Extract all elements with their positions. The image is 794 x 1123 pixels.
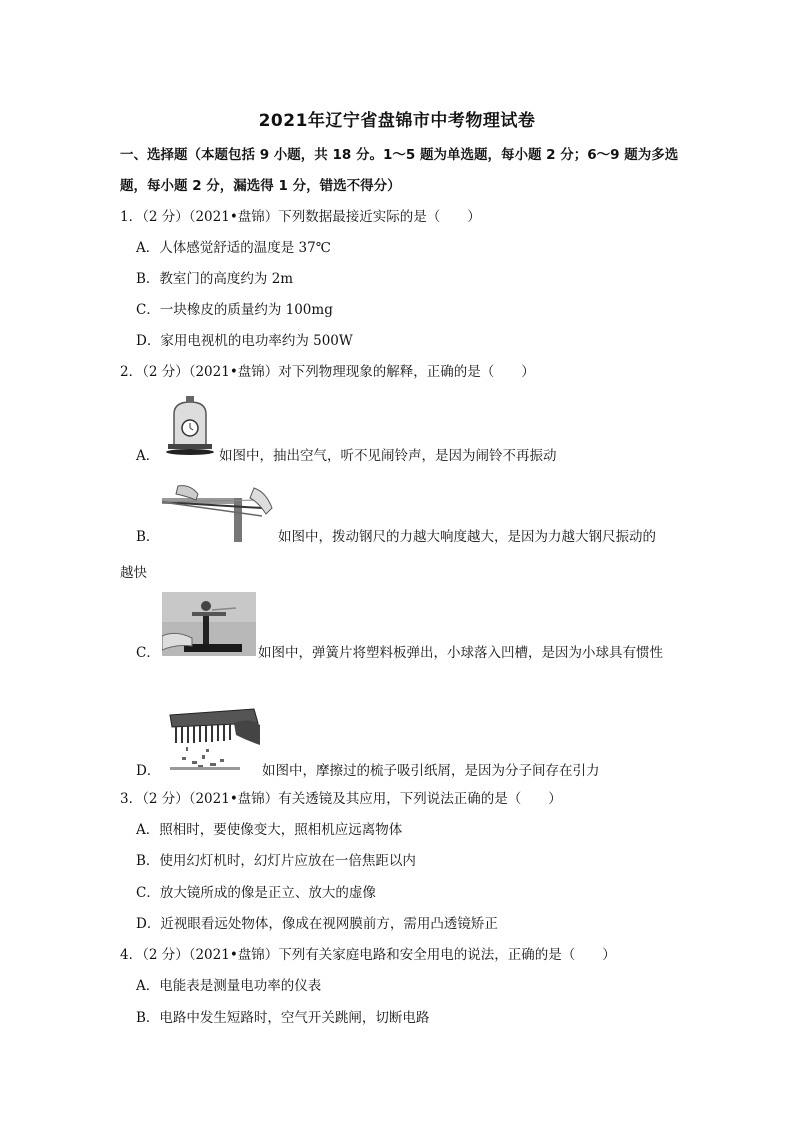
- question-3-option-a: A．照相时，要使像变大，照相机应远离物体: [136, 822, 403, 838]
- bell-jar-figure: [162, 394, 218, 458]
- question-2-option-d-text: 如图中，摩擦过的梳子吸引纸屑，是因为分子间存在引力: [262, 763, 600, 779]
- question-3-option-d: D．近视眼看远处物体，像成在视网膜前方，需用凸透镜矫正: [136, 916, 498, 932]
- inertia-apparatus-figure: [162, 592, 256, 656]
- question-2-option-a-letter: A．: [136, 448, 160, 464]
- question-3-option-c: C．放大镜所成的像是正立、放大的虚像: [136, 885, 376, 901]
- steel-ruler-figure: [162, 478, 276, 542]
- question-2-stem: 2．（2 分）（2021•盘锦）对下列物理现象的解释，正确的是（ ）: [120, 364, 535, 380]
- question-3-stem: 3．（2 分）（2021•盘锦）有关透镜及其应用，下列说法正确的是（ ）: [120, 791, 562, 807]
- question-4-stem: 4．（2 分）（2021•盘锦）下列有关家庭电路和安全用电的说法，正确的是（ ）: [120, 947, 616, 963]
- question-2-option-c-letter: C．: [136, 645, 160, 661]
- section-heading-line2: 题，每小题 2 分，漏选得 1 分，错选不得分）: [120, 178, 401, 194]
- comb-figure: [162, 705, 260, 775]
- question-1-option-a: A．人体感觉舒适的温度是 37℃: [136, 240, 331, 256]
- question-4-option-a: A．电能表是测量电功率的仪表: [136, 978, 322, 994]
- question-2-option-b-cont: 越快: [120, 565, 147, 581]
- question-2-option-b-letter: B．: [136, 529, 160, 545]
- question-3-option-b: B．使用幻灯机时，幻灯片应放在一倍焦距以内: [136, 853, 416, 869]
- section-heading-line1: 一、选择题（本题包括 9 小题，共 18 分。1～5 题为单选题，每小题 2 分；6～9 题为多选: [120, 147, 679, 163]
- question-2-option-d-letter: D．: [136, 763, 161, 779]
- question-2-option-c-text: 如图中，弹簧片将塑料板弹出，小球落入凹槽，是因为小球具有惯性: [258, 645, 663, 661]
- question-1-option-c: C．一块橡皮的质量约为 100mg: [136, 302, 333, 318]
- question-4-option-b: B．电路中发生短路时，空气开关跳闸，切断电路: [136, 1010, 430, 1026]
- question-2-option-a-text: 如图中，抽出空气，听不见闹铃声，是因为闹铃不再振动: [219, 448, 557, 464]
- question-1-option-b: B．教室门的高度约为 2m: [136, 271, 294, 287]
- question-1-stem: 1．（2 分）（2021•盘锦）下列数据最接近实际的是（ ）: [120, 209, 481, 225]
- question-1-option-d: D．家用电视机的电功率约为 500W: [136, 333, 353, 349]
- page-title: 2021年辽宁省盘锦市中考物理试卷: [258, 111, 536, 131]
- question-2-option-b-text: 如图中，拨动钢尺的力越大响度越大，是因为力越大钢尺振动的: [278, 529, 656, 545]
